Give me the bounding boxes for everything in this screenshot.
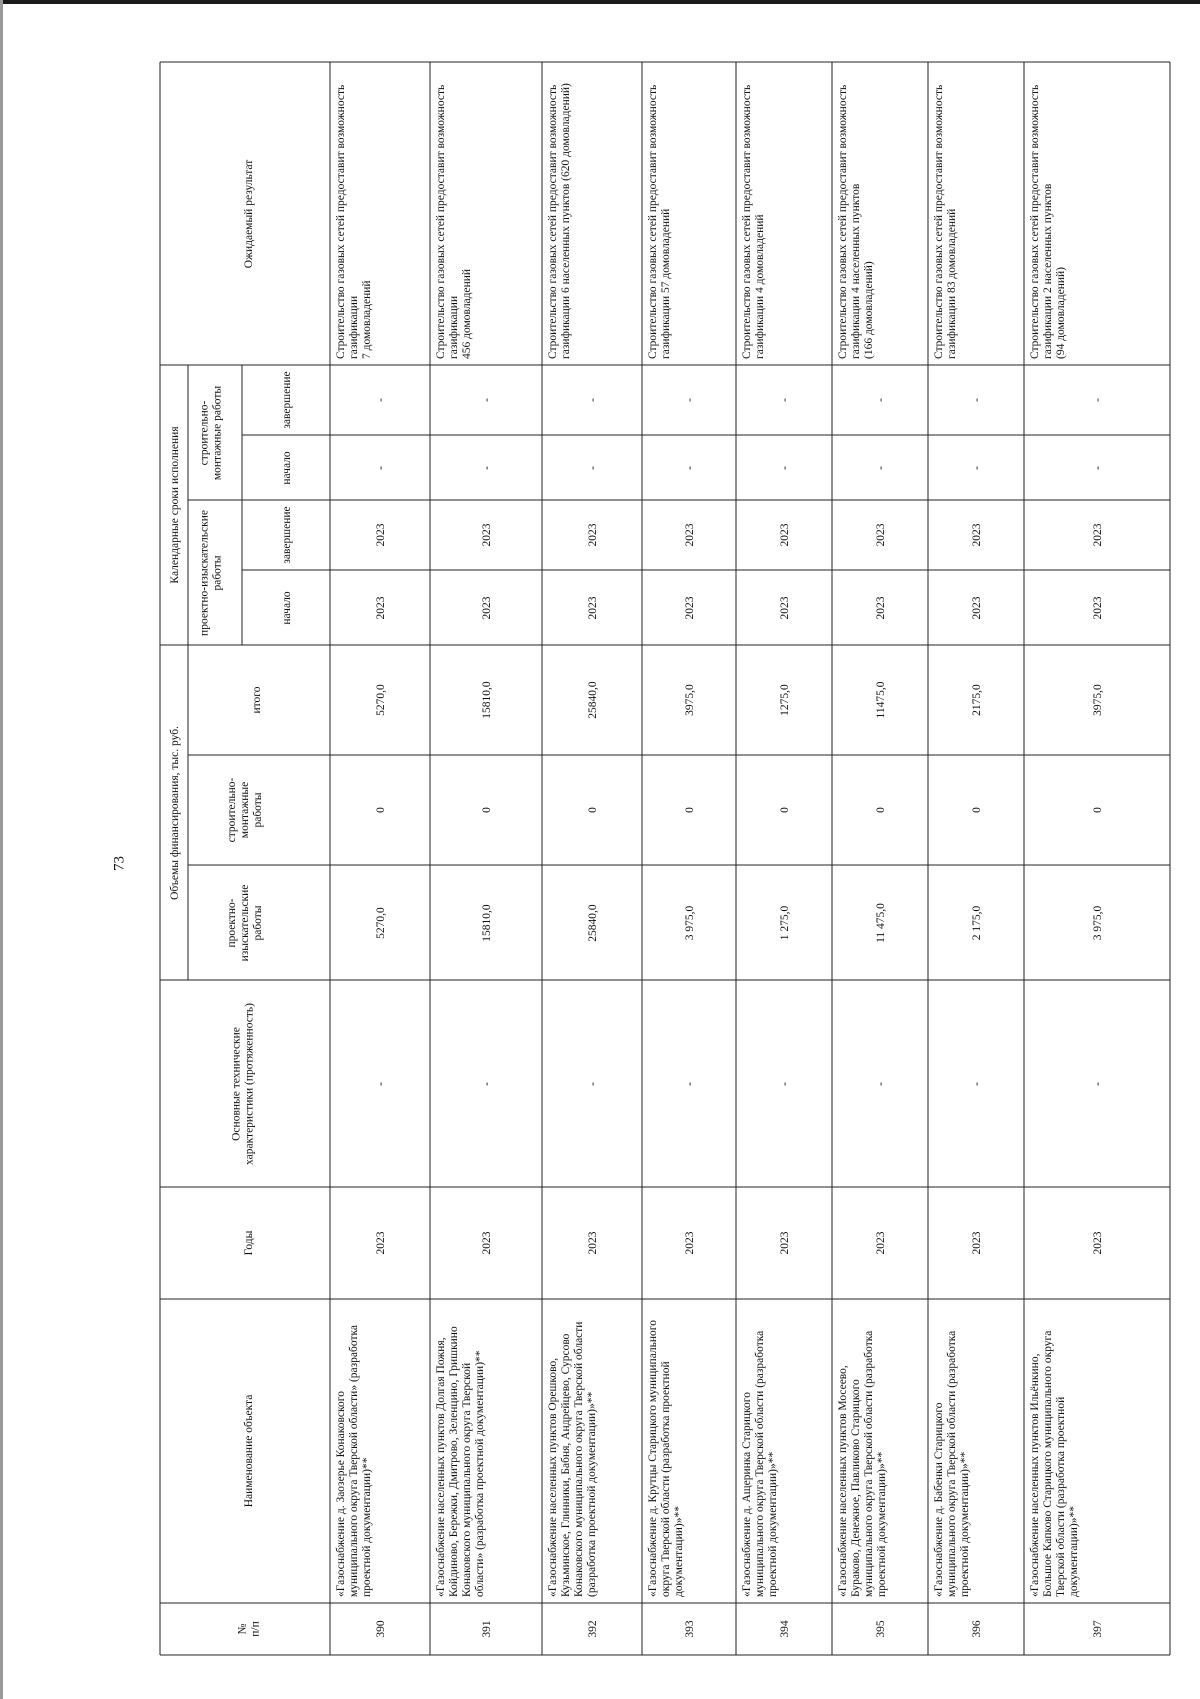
row-num: 392 xyxy=(587,1620,599,1638)
row-num: 394 xyxy=(779,1620,791,1638)
row-construction-cost: 0 xyxy=(779,807,791,813)
row-design-start: 2023 xyxy=(779,596,791,620)
row-tech: - xyxy=(481,1082,493,1086)
header-result: Ожидаемый результат xyxy=(243,159,255,269)
row-construction-start: - xyxy=(779,466,791,470)
row-design-cost: 25840,0 xyxy=(587,904,599,942)
row-result: Строительство газовых сетей предоставит возможностьгазификации 57 домовладений xyxy=(647,84,672,359)
row-total-cost: 5270,0 xyxy=(375,684,387,716)
row-num: 391 xyxy=(481,1620,493,1638)
row-tech: - xyxy=(1092,1082,1104,1086)
row-construction-end: - xyxy=(1092,398,1104,402)
row-design-start: 2023 xyxy=(1092,596,1104,620)
row-construction-start: - xyxy=(971,466,983,470)
row-name: «Газоснабжение д. Бабенки Старицкогомуниципального округа Тверской области (разработкапроектной документации)»** xyxy=(933,1330,971,1597)
page-number: 73 xyxy=(111,856,128,871)
row-construction-cost: 0 xyxy=(587,807,599,813)
row-construction-start: - xyxy=(375,466,387,470)
row-total-cost: 3975,0 xyxy=(684,684,696,716)
header-tech: Основные техническиехарактеристики (протяженность) xyxy=(230,1003,256,1165)
row-year: 2023 xyxy=(587,1231,599,1255)
header-construction-start: начало xyxy=(281,451,293,485)
row-construction-start: - xyxy=(1092,466,1104,470)
row-tech: - xyxy=(587,1082,599,1086)
header-num: №п/п xyxy=(236,1621,262,1637)
row-tech: - xyxy=(971,1082,983,1086)
row-num: 390 xyxy=(375,1620,387,1638)
header-years: Годы xyxy=(243,1230,255,1256)
header-construction-works: строительно-монтажные работы xyxy=(198,385,224,481)
header-design: проектно-изыскательскиеработы xyxy=(226,884,264,962)
row-name: «Газоснабжение д. Заозерье Конаковскогомуниципального округа Тверской области» (разработкапроектной документации)** xyxy=(335,1324,373,1597)
row-construction-start: - xyxy=(481,466,493,470)
header-design-end: завершение xyxy=(281,506,293,564)
row-total-cost: 25840,0 xyxy=(587,681,599,719)
row-construction-start: - xyxy=(587,466,599,470)
row-result: Строительство газовых сетей предоставит возможностьгазификации7 домовладений xyxy=(335,84,373,359)
row-design-start: 2023 xyxy=(971,596,983,620)
row-name: «Газоснабжение д. Крутцы Старицкого муниципальногоокруга Тверской области (разработка проектнойдокументации)»** xyxy=(647,1320,685,1597)
row-construction-cost: 0 xyxy=(481,807,493,813)
row-design-cost: 3 975,0 xyxy=(684,905,696,941)
row-design-start: 2023 xyxy=(587,596,599,620)
row-num: 393 xyxy=(684,1620,696,1638)
row-tech: - xyxy=(375,1082,387,1086)
row-design-end: 2023 xyxy=(375,523,387,547)
row-result: Строительство газовых сетей предоставит возможностьгазификации456 домовладений xyxy=(435,84,473,359)
row-design-start: 2023 xyxy=(875,596,887,620)
row-total-cost: 15810,0 xyxy=(481,681,493,719)
row-total-cost: 11475,0 xyxy=(875,681,887,719)
row-construction-end: - xyxy=(971,398,983,402)
row-construction-start: - xyxy=(684,466,696,470)
row-tech: - xyxy=(779,1082,791,1086)
row-result: Строительство газовых сетей предоставит возможностьгазификации 4 населенных пунктов(166 домовладений) xyxy=(837,84,875,359)
row-construction-end: - xyxy=(375,398,387,402)
row-design-start: 2023 xyxy=(684,596,696,620)
row-construction-cost: 0 xyxy=(875,807,887,813)
row-name: «Газоснабжение населенных пунктов Долгая Пожня,Койдиново, Бережки, Дмитрово, Зеленцино, ГришкиноКонаковского муниципального округа Тверскойобласти» (разработка проектной документации)** xyxy=(435,1326,486,1597)
row-year: 2023 xyxy=(375,1231,387,1255)
row-design-end: 2023 xyxy=(971,523,983,547)
row-total-cost: 1275,0 xyxy=(779,684,791,716)
header-name: Наименование объекта xyxy=(243,1394,255,1508)
row-name: «Газоснабжение населенных пунктов Орешково,Кузьминское, Глинники, Бабня, Андрейцево, СурсовоКонаковского муниципального округа Тверской области(разработка проектной документации)»** xyxy=(547,1321,598,1597)
header-construction: строительно-монтажныеработы xyxy=(226,777,264,843)
row-tech: - xyxy=(875,1082,887,1086)
row-design-start: 2023 xyxy=(481,596,493,620)
row-design-start: 2023 xyxy=(375,596,387,620)
row-num: 397 xyxy=(1092,1620,1104,1638)
row-design-cost: 2 175,0 xyxy=(971,905,983,941)
row-design-cost: 11 475,0 xyxy=(875,903,887,943)
row-construction-start: - xyxy=(875,466,887,470)
header-construction-end: завершение xyxy=(281,371,293,429)
row-design-end: 2023 xyxy=(1092,523,1104,547)
row-construction-cost: 0 xyxy=(375,807,387,813)
row-year: 2023 xyxy=(684,1231,696,1255)
row-tech: - xyxy=(684,1082,696,1086)
row-total-cost: 2175,0 xyxy=(971,684,983,716)
row-name: «Газоснабжение населенных пунктов Ильёнкино,Большое Капково Старицкого муниципального округаТверской области (разработка проектнойдокументации)»** xyxy=(1029,1330,1080,1597)
row-design-end: 2023 xyxy=(875,523,887,547)
header-funding: Объемы финансирования, тыс. руб. xyxy=(169,726,181,900)
row-result: Строительство газовых сетей предоставит возможностьгазификации 4 домовладений xyxy=(741,84,766,359)
row-year: 2023 xyxy=(875,1231,887,1255)
row-result: Строительство газовых сетей предоставит возможностьгазификации 83 домовладений xyxy=(933,84,958,359)
row-design-end: 2023 xyxy=(779,523,791,547)
header-design-start: начало xyxy=(281,591,293,625)
row-construction-end: - xyxy=(779,398,791,402)
row-construction-end: - xyxy=(875,398,887,402)
row-design-cost: 3 975,0 xyxy=(1092,905,1104,941)
row-design-end: 2023 xyxy=(684,523,696,547)
row-year: 2023 xyxy=(779,1231,791,1255)
row-design-end: 2023 xyxy=(481,523,493,547)
row-construction-cost: 0 xyxy=(684,807,696,813)
header-schedule: Календарные сроки исполнения xyxy=(169,426,181,584)
row-result: Строительство газовых сетей предоставит возможностьгазификации 2 населенных пунктов(94 домовладений) xyxy=(1029,84,1067,359)
row-construction-end: - xyxy=(481,398,493,402)
row-year: 2023 xyxy=(1092,1231,1104,1255)
row-design-cost: 5270,0 xyxy=(375,907,387,939)
row-num: 395 xyxy=(875,1620,887,1638)
row-year: 2023 xyxy=(481,1231,493,1255)
row-name: «Газоснабжение населенных пунктов Мосеево,Бураково, Денежное, Павликово Старицкогомуниципального округа Тверской области (разработкапроектной документации)»** xyxy=(837,1330,888,1597)
row-total-cost: 3975,0 xyxy=(1092,684,1104,716)
row-construction-cost: 0 xyxy=(1092,807,1104,813)
row-name: «Газоснабжение д. Ащеринка Старицкогомуниципального округа Тверской области (разработкапроектной документации)»** xyxy=(741,1330,779,1597)
row-construction-cost: 0 xyxy=(971,807,983,813)
row-result: Строительство газовых сетей предоставит возможностьгазификации 6 населенных пунктов (620 домовладений) xyxy=(547,83,572,359)
row-construction-end: - xyxy=(587,398,599,402)
row-year: 2023 xyxy=(971,1231,983,1255)
row-num: 396 xyxy=(971,1620,983,1638)
row-design-end: 2023 xyxy=(587,523,599,547)
row-design-cost: 15810,0 xyxy=(481,904,493,942)
header-design-works: проектно-изыскательскиеработы xyxy=(198,510,224,636)
row-design-cost: 1 275,0 xyxy=(779,905,791,941)
row-construction-end: - xyxy=(684,398,696,402)
header-total: итого xyxy=(251,686,263,714)
